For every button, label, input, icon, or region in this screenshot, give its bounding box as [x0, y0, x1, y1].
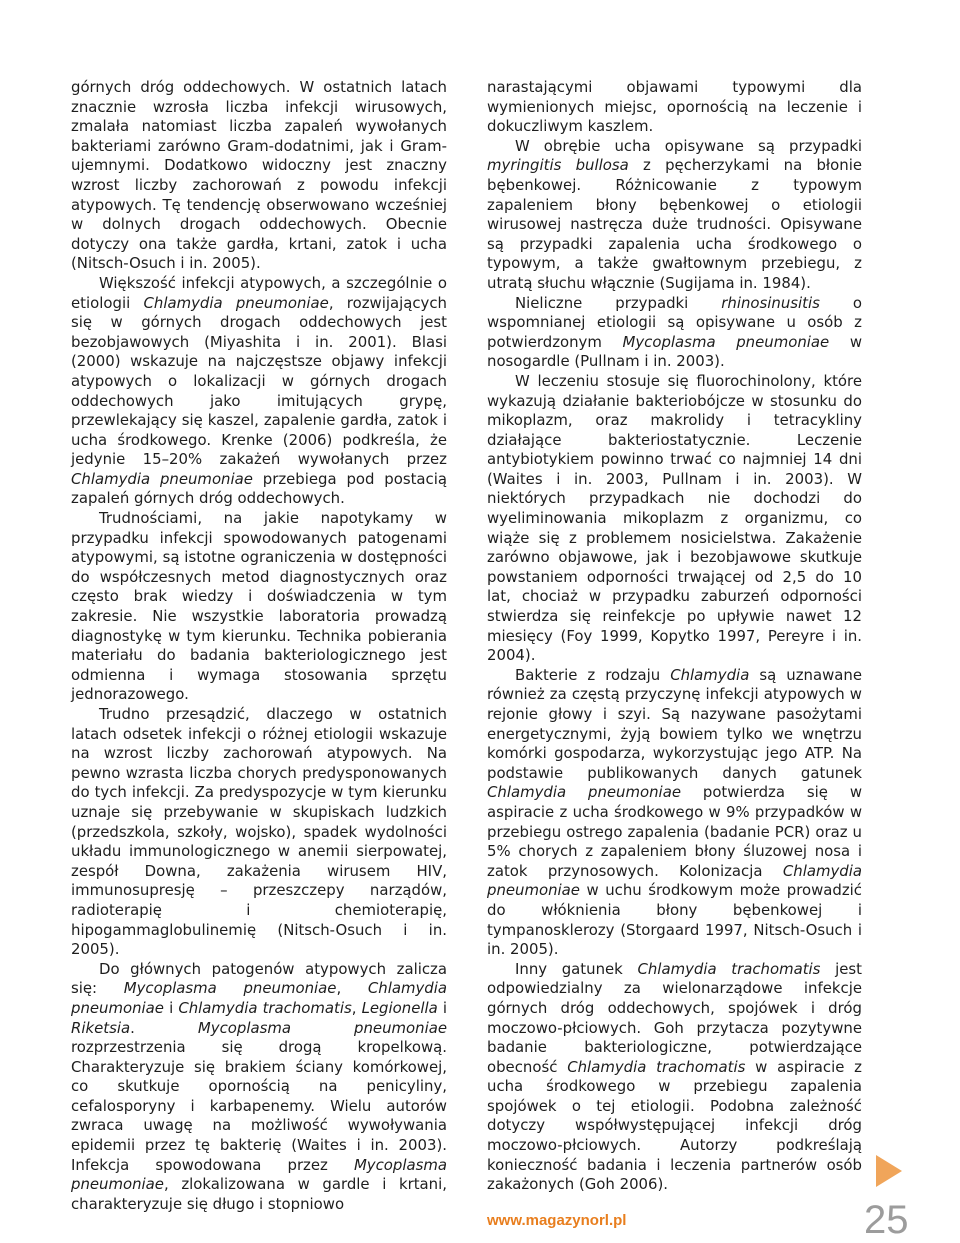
left-column — [71, 78, 447, 1214]
right-column — [487, 78, 862, 1195]
paragraph: W leczeniu stosuje się fluorochinolony, które wykazują działanie bakteriobójcze w stosunku do mikoplazm, oraz makrolidy i tetracykliny działające bakteriostatycznie. Leczenie antybiotykiem powinno trwać co najmniej 14 dni (Waites i in. 2003, Pullnam i in. 2003). W niektórych przypadkach nie dochodzi do wyeliminowania mikoplazm z organizmu, co wiąże się z problemem nosicielstwa. Zakażenie zarówno objawowe, jak i bezobjawowe skutkuje powstaniem odporności trwającej od 2,5 do 10 lat, chociaż w przypadku zaburzeń odporności stwierdza się reinfekcje po upływie nawet 12 miesięcy (Foy 1999, Kopytko 1997, Pereyre i in. 2004). — [487, 371, 862, 665]
paragraph: górnych dróg oddechowych. W ostatnich latach znacznie wzrosła liczba infekcji wirusowych, zmalała natomiast liczba zapaleń wywołanych bakteriami zarówno Gram-dodatnimi, jak i Gram-ujemnymi. Dodatkowo widoczny jest znaczny wzrost liczby zachorowań z powodu infekcji atypowych. Tę tendencję obserwowano wcześniej w dolnych drogach oddechowych. Obecnie dotyczy ona także gardła, krtani, zatok i ucha (Nitsch-Osuch i in. 2005). — [71, 78, 447, 273]
paragraph: Trudno przesądzić, dlaczego w ostatnich latach odsetek infekcji o różnej etiologii wskazuje na wzrost liczby zachorowań atypowych. Na pewno wzrasta liczba chorych predysponowanych do tych infekcji. Za predyspozycje w tym kierunku uznaje się przebywanie w skupiskach ludzkich (przedszkola, szkoły, wojsko), spadek wydolności układu immunologicznego w anemii sierpowatej, zespół Downa, zakażenia wirusem HIV, immunosupresję – przeszczepy narządów, radioterapię i chemioterapię, hipogammaglobulinemię (Nitsch-Osuch i in. 2005). — [71, 705, 447, 959]
paragraph: Trudnościami, na jakie napotykamy w przypadku infekcji spowodowanych patogenami atypowymi, są istotne ograniczenia w dostępności do współczesnych metod diagnostycznych oraz często brak wiedzy i doświadczenia w tym zakresie. Nie wszystkie laboratoria prowadzą diagnostykę w tym kierunku. Technika pobierania materiału do badania bakteriologicznego jest odmienna i wymaga stosowania sprzętu jednorazowego. — [71, 509, 447, 704]
paragraph: narastającymi objawami typowymi dla wymienionych miejsc, opornością na leczenie i dokuczliwym kaszlem. — [487, 78, 862, 136]
paragraph: Bakterie z rodzaju Chlamydia są uznawane również za częstą przyczynę infekcji atypowych w rejonie głowy i szyi. Są nazywane pasożytami energetycznymi, żyją bowiem tylko we wnętrzu komórki gospodarza, wykorzystując jego ATP. Na podstawie publikowanych danych gatunek Chlamydia pneumoniae potwierdza się w aspiracie z ucha środkowego w 9% przypadków w przebiegu ostrego zapalenia (badanie PCR) oraz u 5% chorych z zapaleniem błony śluzowej nosa i zatok przynosowych. Kolonizacja Chlamydia pneumoniae w uchu środkowym może prowadzić do włóknienia błony bębenkowej i tympanosklerozy (Storgaard 1997, Nitsch-Osuch i in. 2005). — [487, 665, 862, 959]
page-number: 25 — [864, 1198, 909, 1242]
paragraph: Do głównych patogenów atypowych zalicza się: Mycoplasma pneumoniae, Chlamydia pneumoniae i Chlamydia trachomatis, Legionella i Riketsia. Mycoplasma pneumoniae rozprzestrzenia się drogą kropelkową. Charakteryzuje się brakiem ściany komórkowej, co skutkuje opornością na penicyliny, cefalosporyny i karbapenemy. Wielu autorów zwraca uwagę na możliwość wywoływania epidemii przez tę bakterię (Waites i in. 2003). Infekcja spowodowana przez Mycoplasma pneumoniae, zlokalizowana w gardle i krtani, charakteryzuje się długo i stopniowo — [71, 959, 447, 1213]
magazine-url: www.magazynorl.pl — [487, 1212, 627, 1229]
paragraph: Inny gatunek Chlamydia trachomatis jest odpowiedzialny za wielonarządowe infekcje górnych dróg oddechowych, spojówek i dróg moczowo-płciowych. Goh przytacza pozytywne badanie bakteriologiczne, potwierdzające obecność Chlamydia trachomatis w aspiracie z ucha środkowego w przebiegu zapalenia spojówek o tej etiologii. Podobna zależność dotyczy współwystępującej infekcji dróg moczowo-płciowych. Autorzy podkreślają konieczność badania i leczenia partnerów osób zakażonych (Goh 2006). — [487, 959, 863, 1194]
paragraph: Większość infekcji atypowych, a szczególnie o etiologii Chlamydia pneumoniae, rozwijających się w górnych drogach oddechowych jest bezobjawowych (Miyashita i in. 2001). Blasi (2000) wskazuje na najczęstsze objawy infekcji atypowych o lokalizacji w górnych drogach oddechowych jako imitujących grypę, przewlekający się kaszel, zapalenie gardła, zatok i ucha środkowego. Krenke (2006) podkreśla, że jedynie 15–20% zakażeń wywołanych przez Chlamydia pneumoniae przebiega pod postacią zapaleń górnych dróg oddechowych. — [71, 273, 448, 508]
paragraph: W obrębie ucha opisywane są przypadki myringitis bullosa z pęcherzykami na błonie bębenkowej. Różnicowanie z typowym zapaleniem błony bębenkowej o etiologii wirusowej nastręcza duże trudności. Opisywane są przypadki zapalenia ucha środkowego o typowym, a także gwałtownym przebiegu, z utratą słuchu włącznie (Sugijama in. 1984). — [487, 136, 862, 292]
next-page-arrow-icon — [876, 1155, 902, 1187]
paragraph: Nieliczne przypadki rhinosinusitis o wspomnianej etiologii są opisywane u osób z potwierdzonym Mycoplasma pneumoniae w nosogardle (Pullnam i in. 2003). — [487, 293, 863, 371]
